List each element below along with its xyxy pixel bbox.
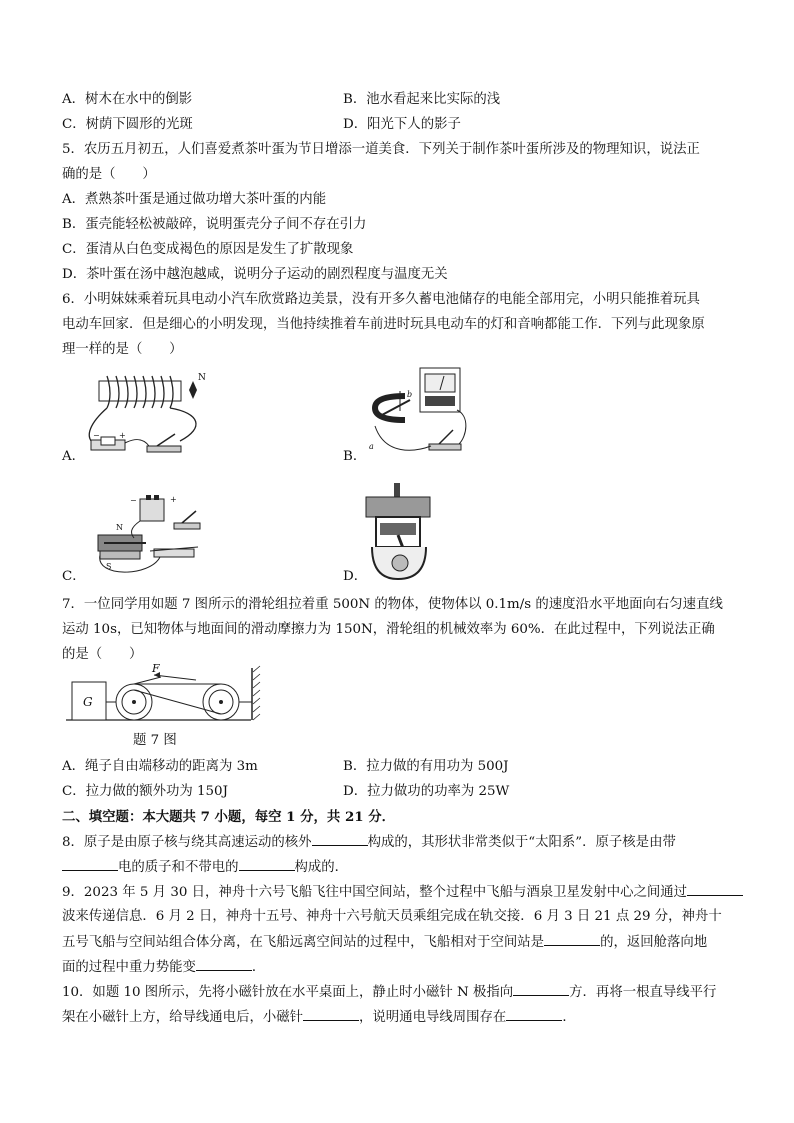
q9-line2: 波来传递信息．6 月 2 日，神舟十五号、神舟十六号航天员乘组完成在轨交接．6 月 3 日 21 点 29 分，神舟十 [62, 909, 722, 924]
figure-a-n-label: N [198, 373, 206, 383]
q4-option-a: A．树木在水中的倒影 [62, 92, 193, 107]
section-2-heading: 二、填空题：本大题共 7 小题，每空 1 分，共 21 分． [62, 809, 396, 825]
q10-blank-2[interactable] [303, 1008, 359, 1021]
q10-blank-1[interactable] [513, 983, 569, 996]
figure-c-minus-label: − [130, 496, 137, 505]
q6-stem-line1: 6．小明妹妹乘着玩具电动小汽车欣赏路边美景，没有开多久蓄电池储存的电能全部用完，小明只能推着玩具 [62, 292, 700, 307]
q10-part5: ． [562, 1010, 576, 1025]
q9-line1 [62, 883, 743, 902]
figure-c-n-label: N [116, 523, 123, 532]
q10-part4: ，说明通电导线周围存在 [359, 1010, 507, 1025]
q7-stem-line2: 运动 10s，已知物体与地面间的滑动摩擦力为 150N，滑轮组的机械效率为 60%．在此过程中，下列说法正确 [62, 622, 715, 637]
q5-option-c: C．蛋清从白色变成褐色的原因是发生了扩散现象 [62, 242, 354, 257]
q8-line2 [62, 858, 348, 877]
q8-line1 [62, 833, 676, 852]
q9-part6: ． [251, 960, 266, 975]
q8-part4: 构成的． [294, 860, 349, 875]
q4-option-d: D．阳光下人的影子 [343, 117, 461, 132]
q9-line3 [62, 933, 707, 952]
q6-option-d-label: D． [343, 569, 368, 584]
compass-needle-icon [189, 381, 197, 399]
q8-blank-3[interactable] [239, 858, 295, 871]
q5-option-b: B．蛋壳能轻松被敲碎，说明蛋壳分子间不存在引力 [62, 217, 367, 232]
q7-figure-caption: 题 7 图 [133, 733, 177, 748]
q7-stem-line3: 的是（ ） [62, 647, 143, 662]
q9-part1: 9．2023 年 5 月 30 日，神舟十六号飞船飞往中国空间站，整个过程中飞船与酒泉卫星发射中心之间通过 [62, 885, 688, 900]
q8-blank-1[interactable] [312, 833, 368, 846]
figure-a-minus-label: − [93, 431, 100, 440]
q8-part3: 电的质子和不带电的 [118, 860, 239, 875]
figure-g-label: G [83, 695, 93, 709]
q6-option-b-label: B． [343, 449, 367, 464]
q10-blank-3[interactable] [506, 1008, 562, 1021]
q8-part1: 8．原子是由原子核与绕其高速运动的核外 [62, 835, 312, 850]
q5-stem-line2: 确的是（ ） [62, 167, 156, 182]
q9-blank-2[interactable] [544, 933, 600, 946]
q5-option-d: D．茶叶蛋在汤中越泡越咸，说明分子运动的剧烈程度与温度无关 [62, 267, 448, 282]
q10-part3: 架在小磁针上方，给导线通电后，小磁针 [62, 1010, 304, 1025]
q4-option-b: B．池水看起来比实际的浅 [343, 92, 501, 107]
q7-stem-line1: 7．一位同学用如题 7 图所示的滑轮组拉着重 500N 的物体，使物体以 0.1m/s 的速度沿水平地面向右匀速直线 [62, 597, 723, 612]
q6-figure-a-solenoid [85, 368, 215, 463]
q4-option-c: C．树荫下圆形的光斑 [62, 117, 193, 132]
q7-option-b: B．拉力做的有用功为 500J [343, 759, 509, 774]
q9-line4 [62, 958, 265, 977]
q5-stem-line1: 5．农历五月初五，人们喜爱煮茶叶蛋为节日增添一道美食．下列关于制作茶叶蛋所涉及的物理知识，说法正 [62, 142, 700, 157]
q10-line1 [62, 983, 716, 1002]
q5-option-a: A．煮熟茶叶蛋是通过做功增大茶叶蛋的内能 [62, 192, 327, 207]
q6-option-a-label: A． [62, 449, 86, 464]
q8-part2: 构成的，其形状非常类似于“太阳系”．原子核是由带 [367, 835, 676, 850]
q7-option-d: D．拉力做功的功率为 25W [343, 784, 510, 799]
q6-stem-line3: 理一样的是（ ） [62, 342, 183, 357]
q6-figure-d-engine [364, 483, 434, 583]
q9-part4: 的，返回舱落向地 [600, 935, 708, 950]
q8-blank-2[interactable] [62, 858, 118, 871]
figure-c-s-label: S [106, 562, 112, 571]
figure-f-label: F [152, 662, 160, 675]
q10-part2: 方．再将一根直导线平行 [569, 985, 717, 1000]
q9-part3: 五号飞船与空间站组合体分离，在飞船远离空间站的过程中，飞船相对于空间站是 [62, 935, 545, 950]
q10-part1: 10．如题 10 图所示，先将小磁针放在水平桌面上，静止时小磁针 N 极指向 [62, 985, 514, 1000]
q6-figure-c-motor [90, 493, 205, 583]
q7-option-c: C．拉力做的额外功为 150J [62, 784, 228, 799]
q6-option-c-label: C． [62, 569, 86, 584]
q7-option-a: A．绳子自由端移动的距离为 3m [62, 759, 258, 774]
q6-figure-b-generator [365, 366, 485, 461]
figure-b-b-label: b [407, 390, 413, 399]
q7-figure-pulley-system [66, 662, 266, 724]
q6-stem-line2: 电动车回家．但是细心的小明发现，当他持续推着车前进时玩具电动车的灯和音响都能工作．下列与此现象原 [62, 317, 705, 332]
q10-line2 [62, 1008, 576, 1027]
figure-a-plus-label: + [119, 431, 126, 440]
q9-blank-3[interactable] [196, 958, 252, 971]
figure-b-a-label: a [369, 442, 374, 451]
q9-blank-1[interactable] [687, 883, 743, 896]
q9-part5: 面的过程中重力势能变 [62, 960, 196, 975]
figure-c-plus-label: + [170, 495, 177, 504]
